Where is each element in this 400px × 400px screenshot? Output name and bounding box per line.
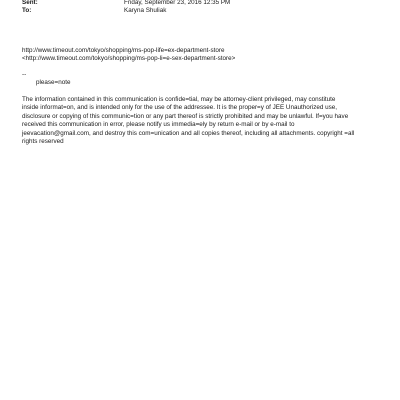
sent-label: Sent: [22,0,38,6]
disclaimer-line: received this communication in error, please notify us immedia=ely by return e-mail or by e-mail to [22,121,295,129]
disclaimer-line: jeevacation@gmail.com, and destroy this com=unication and all copies thereof, including all attachments. copyright =all [22,129,355,137]
disclaimer-line: disclosure or copying of this communic=tion or any part thereof is strictly prohibited and may be unlawful. If=you have [22,112,349,120]
to-value: Karyna Shuliak [124,7,167,14]
to-row [22,7,166,15]
separator: -- [22,71,27,78]
note-text: please=note [36,79,71,86]
to-label: To: [22,7,32,14]
disclaimer [22,96,387,146]
disclaimer-line: The information contained in this communication is confide=tial, may be attorney-client privileged, may constitute [22,96,336,103]
url-line: <http://www.timeout.com/tokyo/shopping/ms-pop-li=e-sex-department-store> [22,55,236,63]
url-block [22,47,387,64]
disclaimer-line: rights reserved [22,138,64,146]
sent-row [22,0,230,7]
url-line: http://www.timeout.com/tokyo/shopping/ms-pop-life=ex-department-store [22,47,225,54]
sent-value: Friday, September 23, 2016 12:35 PM [124,0,231,6]
disclaimer-line: inside informat=on, and is intended only for the use of the addressee. It is the proper=y of JEE Unauthorized use, [22,104,338,112]
